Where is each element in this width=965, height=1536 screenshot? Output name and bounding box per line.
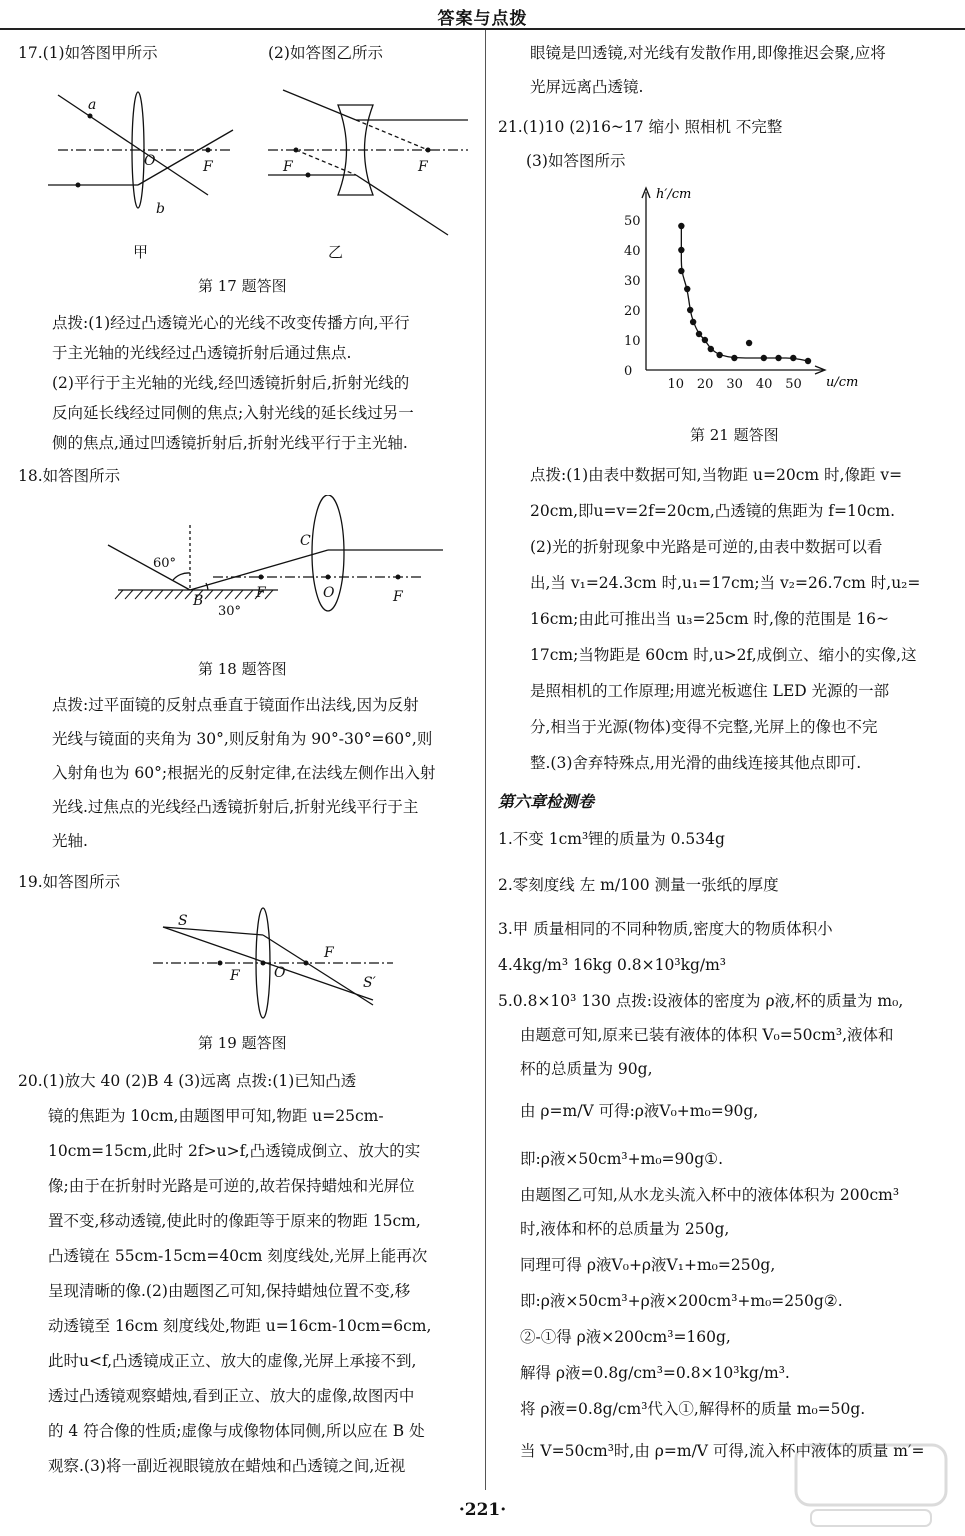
header-title: 答案与点拨 xyxy=(437,9,528,29)
answer-5-line-4: 由 ρ=m/V 可得:ρ液V₀+m₀=90g, xyxy=(520,1102,759,1120)
data-point xyxy=(678,247,684,253)
answer-5-line-2: 由题意可知,原来已装有液体的体积 V₀=50cm³,液体和 xyxy=(520,1026,894,1044)
page-number: ·221· xyxy=(458,1500,507,1520)
fig18-label-b: B xyxy=(193,593,204,609)
q20-line-3: 10cm=15cm,此时 2f>u>f,凸透镜成倒立、放大的实 xyxy=(48,1142,421,1160)
data-point xyxy=(690,319,696,325)
fig17-label-o: O xyxy=(144,153,156,169)
data-point xyxy=(678,223,684,229)
q21-tip-7: 是照相机的工作原理;用遮光板遮住 LED 光源的一部 xyxy=(530,682,890,700)
data-point xyxy=(731,355,737,361)
q18-tip-4: 光线.过焦点的光线经凸透镜折射后,折射光线平行于主 xyxy=(52,798,419,816)
q20-line-9: 此时u<f,凸透镜成正立、放大的虚像,光屏上承接不到, xyxy=(48,1352,417,1370)
q21-tip-1: 点拨:(1)由表中数据可知,当物距 u=20cm 时,像距 v= xyxy=(530,466,903,484)
figure-17 xyxy=(38,85,468,265)
answer-5-line-13: 当 V=50cm³时,由 ρ=m/V 可得,流入杯中液体的质量 m′= xyxy=(520,1442,925,1460)
q19-head: 19.如答图所示 xyxy=(18,873,121,891)
answer-5-line-9: 即:ρ液×50cm³+ρ液×200cm³+m₀=250g②. xyxy=(520,1292,843,1310)
q21-tip-3: (2)光的折射现象中光路是可逆的,由表中数据可以看 xyxy=(530,538,883,556)
q17-tip-5: 侧的焦点,通过凹透镜折射后,折射光线平行于主光轴. xyxy=(52,434,408,452)
data-point xyxy=(678,268,684,274)
x-tick-label: 30 xyxy=(726,377,743,392)
fig19-label-f1: F xyxy=(230,968,240,984)
data-point xyxy=(684,286,690,292)
y-tick-label: 30 xyxy=(624,274,641,289)
q17-tip-2: 于主光轴的光线经过凸透镜折射后通过焦点. xyxy=(52,344,352,362)
q17-tip-3: (2)平行于主光轴的光线,经凹透镜折射后,折射光线的 xyxy=(52,374,410,392)
q21-tip-2: 20cm,即u=v=2f=20cm,凸透镜的焦距为 f=10cm. xyxy=(530,502,896,520)
y-axis-label: h′/cm xyxy=(656,187,692,202)
q17-caption: 第 17 题答图 xyxy=(198,277,287,295)
q20-cont-2: 光屏远离凸透镜. xyxy=(530,78,644,96)
fig17-label-yi: 乙 xyxy=(328,243,344,261)
fit-curve xyxy=(681,226,808,361)
q18-head: 18.如答图所示 xyxy=(18,467,121,485)
q18-caption: 第 18 题答图 xyxy=(198,660,287,678)
y-tick-label: 20 xyxy=(624,304,641,319)
answer-5-line-10: ②-①得 ρ液×200cm³=160g, xyxy=(520,1328,731,1346)
q21-tip-9: 整.(3)舍弃特殊点,用光滑的曲线连接其他点即可. xyxy=(530,754,862,772)
answer-2: 2.零刻度线 左 m/100 测量一张纸的厚度 xyxy=(498,876,779,894)
q21-caption: 第 21 题答图 xyxy=(690,426,779,444)
y-tick-label: 10 xyxy=(624,334,641,349)
data-point xyxy=(708,346,714,352)
q18-tip-2: 光线与镜面的夹角为 30°,则反射角为 90°-30°=60°,则 xyxy=(52,730,433,748)
fig19-label-o: O xyxy=(274,965,286,981)
fig19-label-s: S xyxy=(178,913,188,929)
q20-line-7: 呈现清晰的像.(2)由题图乙可知,保持蜡烛位置不变,移 xyxy=(48,1282,411,1300)
q17-tip-1: 点拨:(1)经过凸透镜光心的光线不改变传播方向,平行 xyxy=(52,314,410,332)
data-point xyxy=(716,352,722,358)
x-tick-label: 50 xyxy=(785,377,802,392)
q21-tip-4: 出,当 v₁=24.3cm 时,u₁=17cm;当 v₂=26.7cm 时,u₂= xyxy=(530,574,921,592)
answer-4: 4.4kg/m³ 16kg 0.8×10³kg/m³ xyxy=(498,956,727,974)
answer-5-line-1: 5.0.8×10³ 130 点拨:设液体的密度为 ρ液,杯的质量为 m₀, xyxy=(498,992,904,1010)
q18-tip-5: 光轴. xyxy=(52,832,88,850)
answer-5-line-6: 由题图乙可知,从水龙头流入杯中的液体体积为 200cm³ xyxy=(520,1186,900,1204)
q21-line1: 21.(1)10 (2)16~17 缩小 照相机 不完整 xyxy=(498,118,783,136)
q20-line-12: 观察.(3)将一副近视眼镜放在蜡烛和凸透镜之间,近视 xyxy=(48,1457,406,1475)
fig17-label-a: a xyxy=(88,97,97,113)
fig18-label-c: C xyxy=(300,533,311,549)
fig18-label-f2: F xyxy=(393,589,403,605)
x-axis-label: u/cm xyxy=(826,375,859,390)
q20-line-8: 动透镜至 16cm 刻度线处,物距 u=16cm-10cm=6cm, xyxy=(48,1317,432,1335)
data-point xyxy=(790,355,796,361)
q20-line-4: 像;由于在折射时光路是可逆的,故若保持蜡烛和光屏位 xyxy=(48,1177,415,1195)
data-point xyxy=(746,340,752,346)
answer-5-line-3: 杯的总质量为 90g, xyxy=(520,1060,653,1078)
data-point xyxy=(775,355,781,361)
data-point xyxy=(702,337,708,343)
y-tick-label: 0 xyxy=(624,364,633,379)
q21-tip-5: 16cm;由此可推出当 u₃=25cm 时,像的范围是 16~ xyxy=(530,610,890,628)
q21-line2: (3)如答图所示 xyxy=(526,152,626,170)
q20-line-11: 的 4 符合像的性质;虚像与成像物体同侧,所以应在 B 处 xyxy=(48,1422,425,1440)
q20-line-6: 凸透镜在 55cm-15cm=40cm 刻度线处,光屏上能再次 xyxy=(48,1247,428,1265)
fig17-label-f3: F xyxy=(418,159,428,175)
watermark-logo xyxy=(791,1440,951,1530)
x-tick-label: 10 xyxy=(667,377,685,392)
answer-5-line-12: 将 ρ液=0.8g/cm³代入①,解得杯的质量 m₀=50g. xyxy=(520,1400,866,1418)
q19-caption: 第 19 题答图 xyxy=(198,1034,287,1052)
q20-cont-1: 眼镜是凹透镜,对光线有发散作用,即像推迟会聚,应将 xyxy=(530,44,886,62)
q20-line-10: 透过凸透镜观察蜡烛,看到正立、放大的虚像,故图丙中 xyxy=(48,1387,415,1405)
fig19-label-f2: F xyxy=(324,945,334,961)
figure-21-chart xyxy=(608,180,868,405)
x-tick-label: 20 xyxy=(696,377,714,392)
fig18-label-30: 30° xyxy=(218,604,242,619)
fig18-label-f1: F xyxy=(256,585,266,601)
fig17-label-b: b xyxy=(156,201,165,217)
y-tick-label: 40 xyxy=(624,244,641,259)
x-tick-label: 40 xyxy=(755,377,773,392)
answer-1: 1.不变 1cm³锂的质量为 0.534g xyxy=(498,830,725,848)
q17-tip-4: 反向延长线经过同侧的焦点;入射光线的延长线过另一 xyxy=(52,404,414,422)
fig19-label-s2: S′ xyxy=(363,975,376,991)
answer-3: 3.甲 质量相同的不同种物质,密度大的物质体积小 xyxy=(498,920,833,938)
q21-tip-6: 17cm;当物距是 60cm 时,u>2f,成倒立、缩小的实像,这 xyxy=(530,646,917,664)
fig17-label-jia: 甲 xyxy=(133,243,149,261)
answer-5-line-11: 解得 ρ液=0.8g/cm³=0.8×10³kg/m³. xyxy=(520,1364,790,1382)
left-column xyxy=(18,30,476,1496)
data-point xyxy=(805,358,811,364)
answer-5-line-8: 同理可得 ρ液V₀+ρ液V₁+m₀=250g, xyxy=(520,1256,776,1274)
data-point xyxy=(687,307,693,313)
data-point xyxy=(696,331,702,337)
q20-line-1: 20.(1)放大 40 (2)B 4 (3)远离 点拨:(1)已知凸透 xyxy=(18,1072,357,1090)
q18-tip-3: 入射角也为 60°;根据光的反射定律,在法线左侧作出入射 xyxy=(52,764,436,782)
section-title: 第六章检测卷 xyxy=(498,792,595,811)
figure-18 xyxy=(78,495,448,640)
page-header xyxy=(0,0,965,30)
column-divider xyxy=(485,30,486,1490)
q17-line1b: (2)如答图乙所示 xyxy=(268,44,383,62)
fig18-label-60: 60° xyxy=(153,556,177,571)
y-tick-label: 50 xyxy=(624,214,641,229)
data-point xyxy=(761,355,767,361)
figure-19 xyxy=(148,905,408,1025)
q18-tip-1: 点拨:过平面镜的反射点垂直于镜面作出法线,因为反射 xyxy=(52,696,419,714)
q20-line-2: 镜的焦距为 10cm,由题图甲可知,物距 u=25cm- xyxy=(48,1107,384,1125)
fig18-label-o: O xyxy=(323,585,335,601)
fig17-label-f1: F xyxy=(203,159,213,175)
q20-line-5: 置不变,移动透镜,使此时的像距等于原来的物距 15cm, xyxy=(48,1212,421,1230)
q21-tip-8: 分,相当于光源(物体)变得不完整,光屏上的像也不完 xyxy=(530,718,878,736)
answer-5-line-5: 即:ρ液×50cm³+m₀=90g①. xyxy=(520,1150,723,1168)
fig17-label-f2: F xyxy=(283,159,293,175)
right-column xyxy=(498,30,948,1496)
q17-line1a: 17.(1)如答图甲所示 xyxy=(18,44,158,62)
answer-5-line-7: 时,液体和杯的总质量为 250g, xyxy=(520,1220,730,1238)
